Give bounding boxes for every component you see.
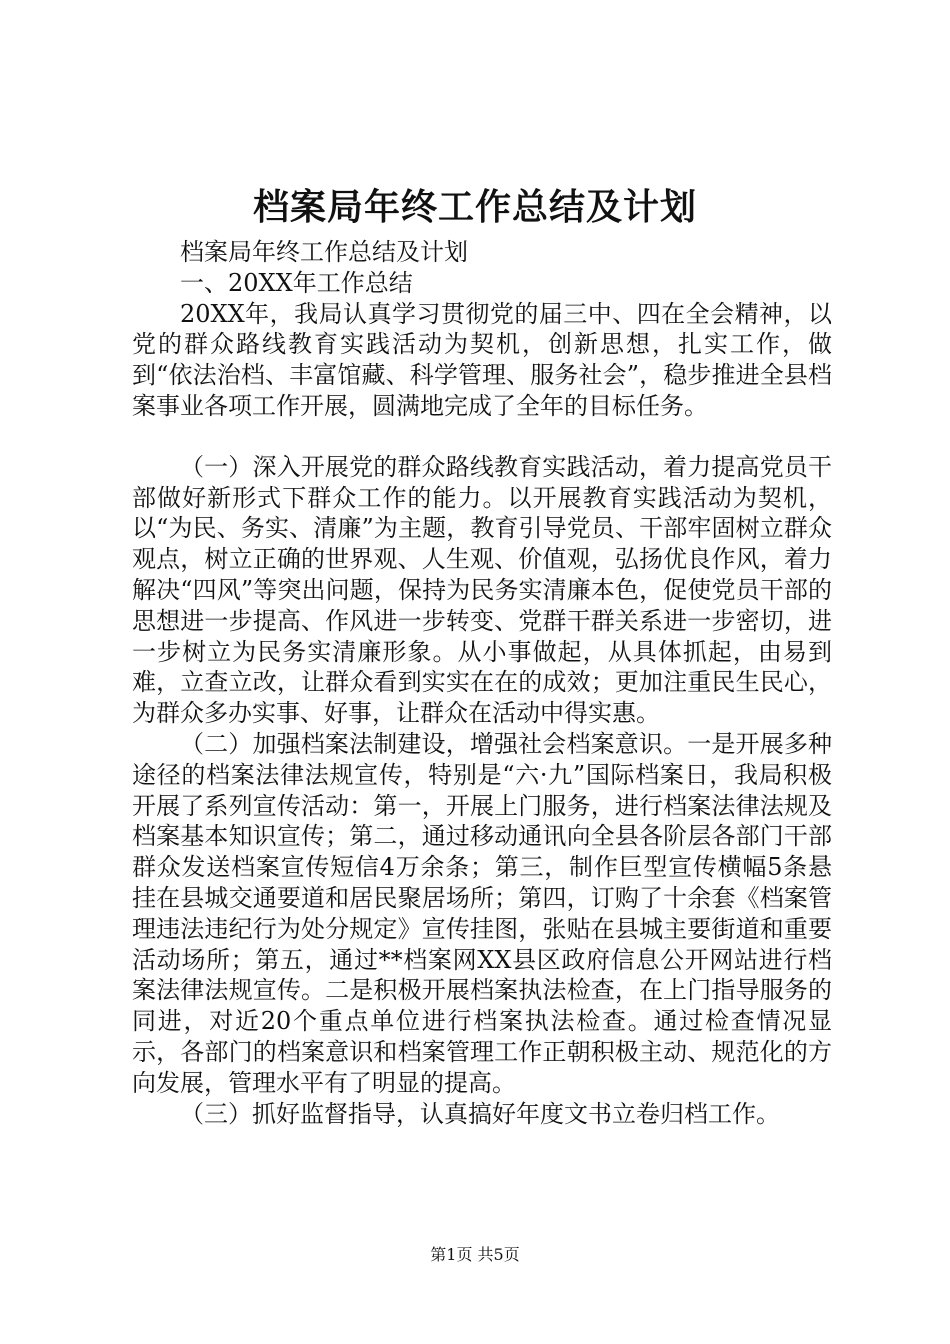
page-footer: 第1页 共5页 xyxy=(430,1245,520,1264)
paragraph-item-2: （二）加强档案法制建设，增强社会档案意识。一是开展多种途径的档案法律法规宣传，特别是“六·九”国际档案日，我局积极开展了系列宣传活动：第一，开展上门服务，进行档案法律法规及档案基本知识宣传；第二，通过移动通讯向全县各阶层各部门干部群众发送档案宣传短信4万余条；第三，制作巨型宣传横幅5条悬挂在县城交通要道和居民聚居场所；第四，订购了十余套《档案管理违法违纪行为处分规定》宣传挂图，张贴在县城主要街道和重要活动场所；第五，通过**档案网XX县区政府信息公开网站进行档案法律法规宣传。二是积极开展档案执法检查，在上门指导服务的同进，对近20个重点单位进行档案执法检查。通过检查情况显示，各部门的档案意识和档案管理工作正朝积极主动、规范化的方向发展，管理水平有了明显的提高。 xyxy=(132,729,832,1097)
document-body xyxy=(132,237,832,1129)
document-title: 档案局年终工作总结及计划 xyxy=(252,187,697,228)
section-heading: 一、20XX年工作总结 xyxy=(180,268,413,297)
paragraph-item-1: （一）深入开展党的群众路线教育实践活动，着力提高党员干部做好新形式下群众工作的能力。以开展教育实践活动为契机，以“为民、务实、清廉”为主题，教育引导党员、干部牢固树立群众观点，树立正确的世界观、人生观、价值观，弘扬优良作风，着力解决“四风”等突出问题，保持为民务实清廉本色，促使党员干部的思想进一步提高、作风进一步转变、党群干群关系进一步密切，进一步树立为民务实清廉形象。从小事做起，从具体抓起，由易到难，立查立改，让群众看到实实在在的成效；更加注重民生民心，为群众多办实事、好事，让群众在活动中得实惠。 xyxy=(132,452,832,728)
paragraph-subtitle: 档案局年终工作总结及计划 xyxy=(180,238,468,266)
paragraph-intro: 20XX年，我局认真学习贯彻党的届三中、四在全会精神，以党的群众路线教育实践活动为契机，创新思想，扎实工作，做到“依法治档、丰富馆藏、科学管理、服务社会”，稳步推进全县档案事业各项工作开展，圆满地完成了全年的目标任务。 xyxy=(132,299,832,420)
paragraph-item-3: （三）抓好监督指导，认真搞好年度文书立卷归档工作。 xyxy=(180,1099,780,1128)
